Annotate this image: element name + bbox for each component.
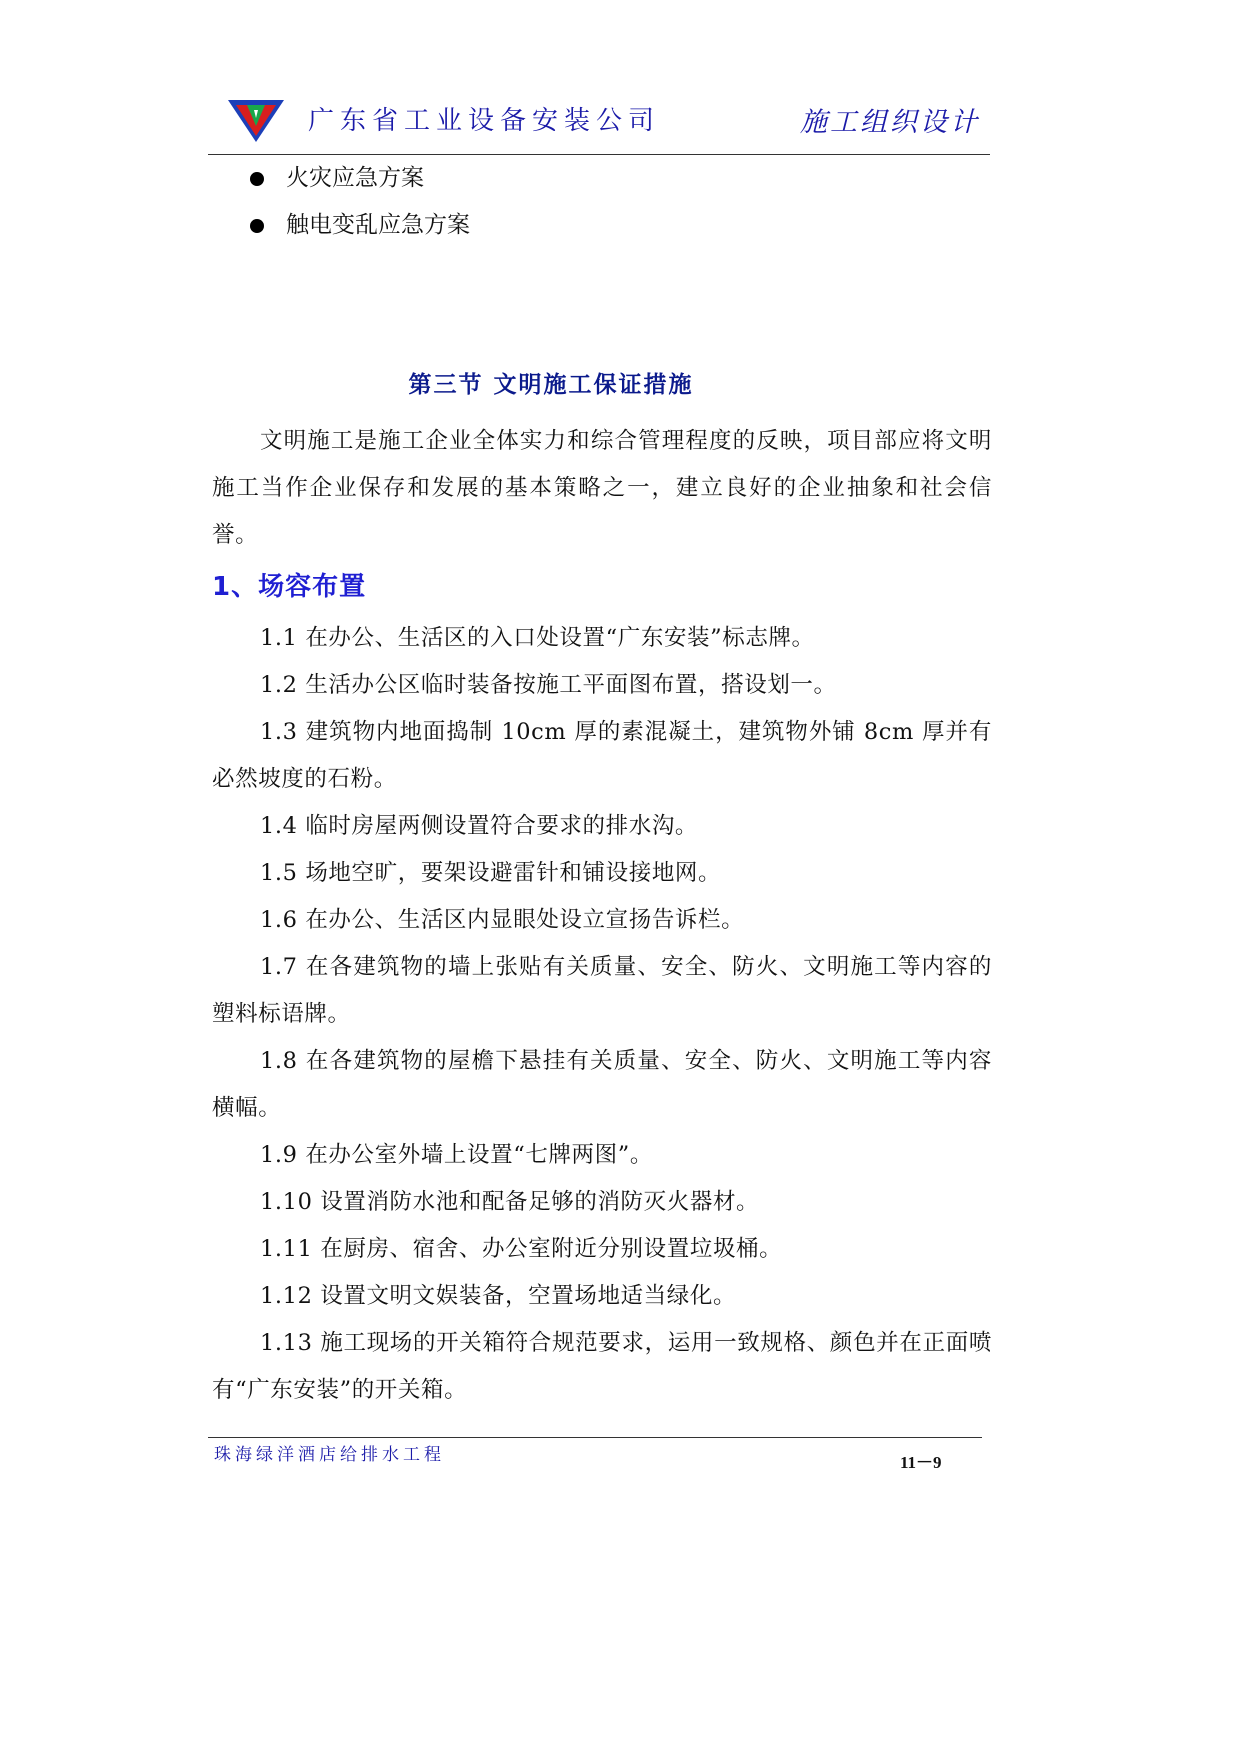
clause-1-9: 1.9 在办公室外墙上设置“七牌两图”。 (260, 1142, 653, 1168)
bullet-dot-icon (250, 219, 264, 233)
company-name: 广东省工业设备安装公司 (308, 106, 661, 136)
clause-1-12: 1.12 设置文明文娱装备，空置场地适当绿化。 (260, 1283, 737, 1309)
clause-1-13: 1.13 施工现场的开关箱符合规范要求，运用一致规格、颜色并在正面喷有“广东安装”的开关箱。 (212, 1330, 992, 1403)
list-item (250, 202, 470, 249)
list-item-text: 触电变乱应急方案 (286, 212, 470, 238)
clause-1-3: 1.3 建筑物内地面捣制 10cm 厚的素混凝土，建筑物外铺 8cm 厚并有必然坡度的石粉。 (212, 719, 992, 792)
footer-divider (208, 1437, 982, 1438)
bullet-dot-icon (250, 172, 264, 186)
page-number: 11－9 (900, 1453, 942, 1472)
company-logo-icon (226, 96, 286, 144)
clause-1-4: 1.4 临时房屋两侧设置符合要求的排水沟。 (260, 813, 699, 839)
document-body (212, 418, 992, 1414)
intro-paragraph: 文明施工是施工企业全体实力和综合管理程度的反映，项目部应将文明施工当作企业保存和发展的基本策略之一，建立良好的企业抽象和社会信誉。 (212, 428, 992, 548)
emergency-plan-list (250, 155, 470, 249)
clause-1-10: 1.10 设置消防水池和配备足够的消防灭火器材。 (260, 1189, 760, 1215)
document-type: 施工组织设计 (800, 107, 980, 138)
clause-1-1: 1.1 在办公、生活区的入口处设置“广东安装”标志牌。 (260, 625, 815, 651)
clause-1-11: 1.11 在厨房、宿舍、办公室附近分别设置垃圾桶。 (260, 1236, 783, 1262)
clause-1-7: 1.7 在各建筑物的墙上张贴有关质量、安全、防火、文明施工等内容的塑料标语牌。 (212, 954, 992, 1027)
clause-1-6: 1.6 在办公、生活区内显眼处设立宣扬告诉栏。 (260, 907, 745, 933)
heading-site-layout: 1、场容布置 (212, 572, 367, 602)
clause-1-2: 1.2 生活办公区临时装备按施工平面图布置，搭设划一。 (260, 672, 837, 698)
clause-1-8: 1.8 在各建筑物的屋檐下悬挂有关质量、安全、防火、文明施工等内容横幅。 (212, 1048, 992, 1121)
clause-1-5: 1.5 场地空旷，要架设避雷针和铺设接地网。 (260, 860, 722, 886)
section-title: 第三节 文明施工保证措施 (408, 372, 694, 398)
list-item (250, 155, 470, 202)
project-name: 珠海绿洋酒店给排水工程 (214, 1445, 445, 1465)
list-item-text: 火灾应急方案 (286, 165, 424, 191)
